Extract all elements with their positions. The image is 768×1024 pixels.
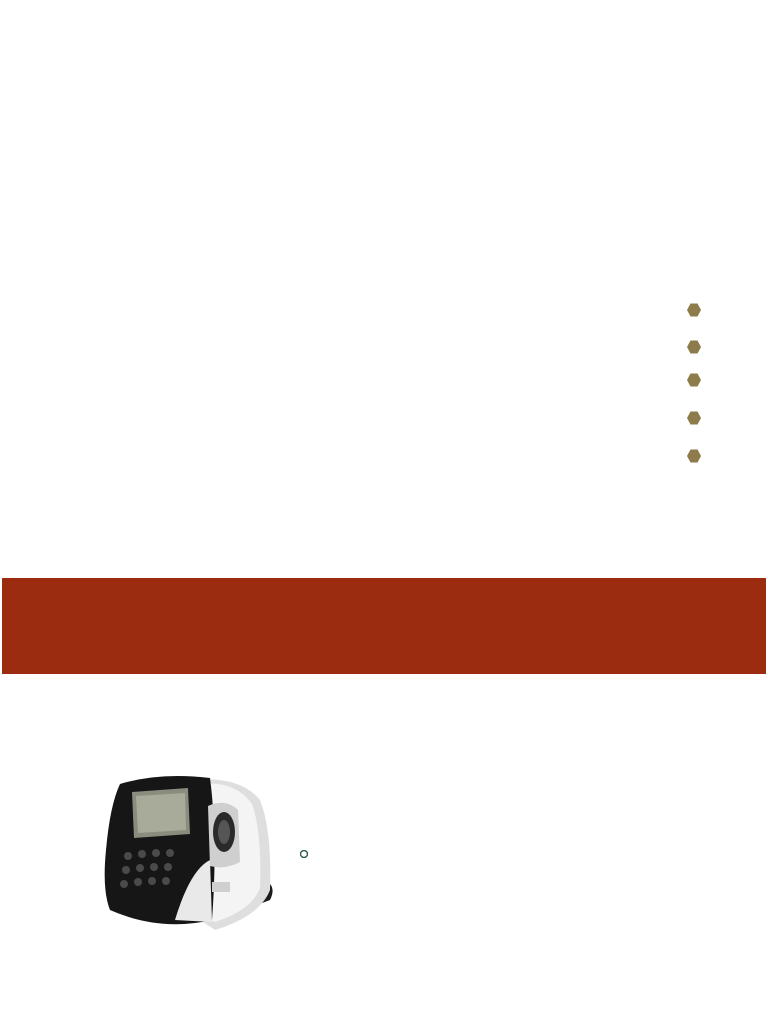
section-banner — [2, 578, 766, 674]
circle-bullet-icon — [300, 850, 308, 858]
hexagon-bullet-icon — [687, 340, 701, 354]
hexagon-bullet-icon — [687, 411, 701, 425]
hexagon-bullet-icon — [687, 373, 701, 387]
hexagon-bullet-icon — [687, 303, 701, 317]
hexagon-bullet-icon — [687, 449, 701, 463]
device-image — [100, 770, 280, 940]
